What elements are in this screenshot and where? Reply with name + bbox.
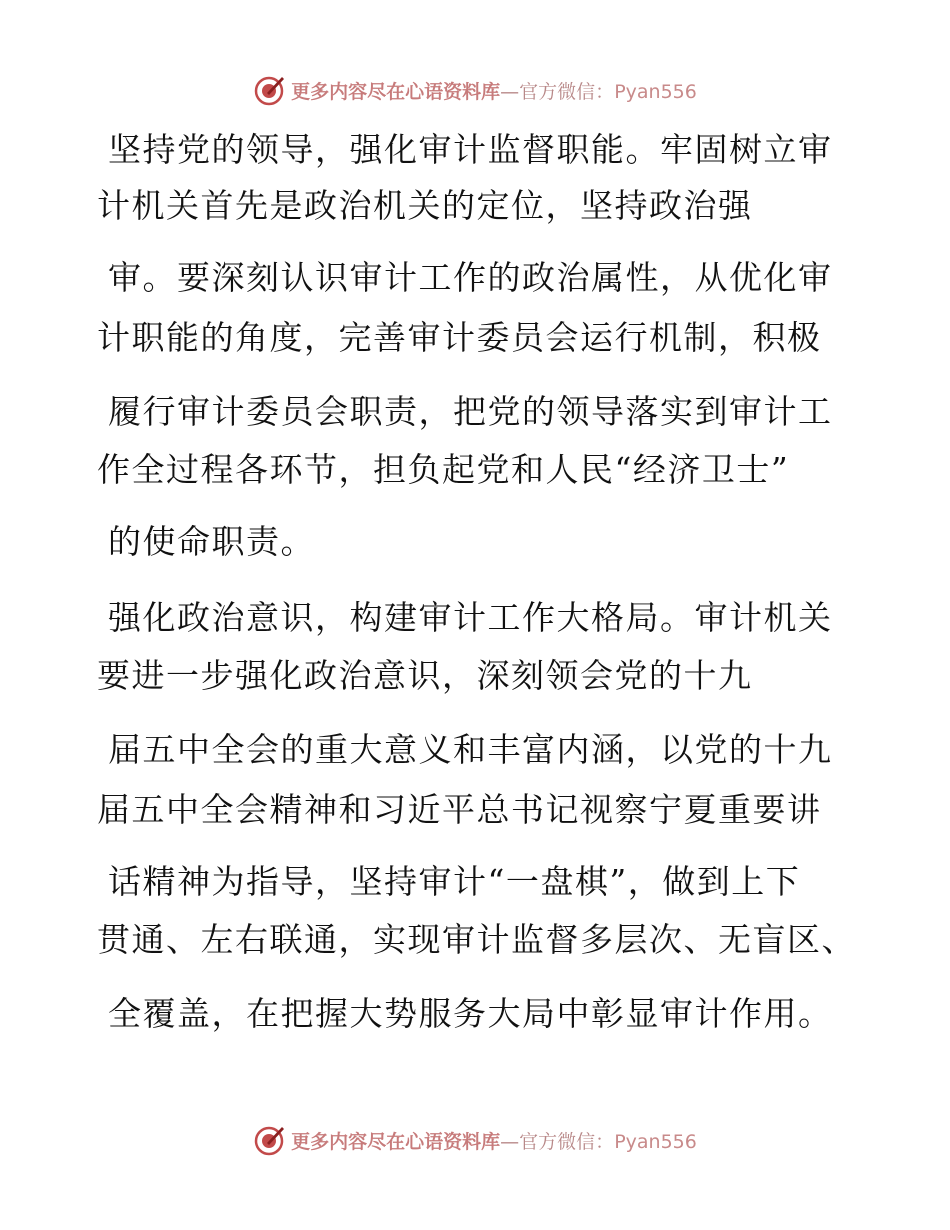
text-line: 履行审计委员会职责，把党的领导落实到审计工 (108, 392, 833, 431)
pen-logo-icon (253, 73, 287, 107)
footer-watermark (0, 1120, 950, 1160)
text-line: 作全过程各环节，担负起党和人民“经济卫士” (97, 450, 790, 489)
header-watermark (0, 70, 950, 110)
text-line: 贯通、左右联通，实现审计监督多层次、无盲区、 (97, 920, 856, 959)
text-line: 的使命职责。 (108, 522, 315, 561)
text-line: 坚持党的领导，强化审计监督职能。牢固树立审 (108, 130, 833, 169)
text-line: 届五中全会精神和习近平总书记视察宁夏重要讲 (97, 790, 822, 829)
watermark-text: 更多内容尽在心语资料库—官方微信：Pyan556 (291, 80, 697, 103)
text-line: 要进一步强化政治意识，深刻领会党的十九 (97, 656, 753, 695)
text-line: 强化政治意识，构建审计工作大格局。审计机关 (108, 598, 833, 637)
text-line: 届五中全会的重大意义和丰富内涵，以党的十九 (108, 730, 833, 769)
text-line: 话精神为指导，坚持审计“一盘棋”，做到上下 (108, 862, 801, 901)
text-line: 计机关首先是政治机关的定位，坚持政治强 (97, 186, 753, 225)
text-line: 审。要深刻认识审计工作的政治属性，从优化审 (108, 258, 833, 297)
watermark-text: 更多内容尽在心语资料库—官方微信：Pyan556 (291, 1130, 697, 1153)
pen-logo-icon (253, 1123, 287, 1157)
text-line: 计职能的角度，完善审计委员会运行机制，积极 (97, 318, 822, 357)
text-line: 全覆盖，在把握大势服务大局中彰显审计作用。 (108, 994, 833, 1033)
